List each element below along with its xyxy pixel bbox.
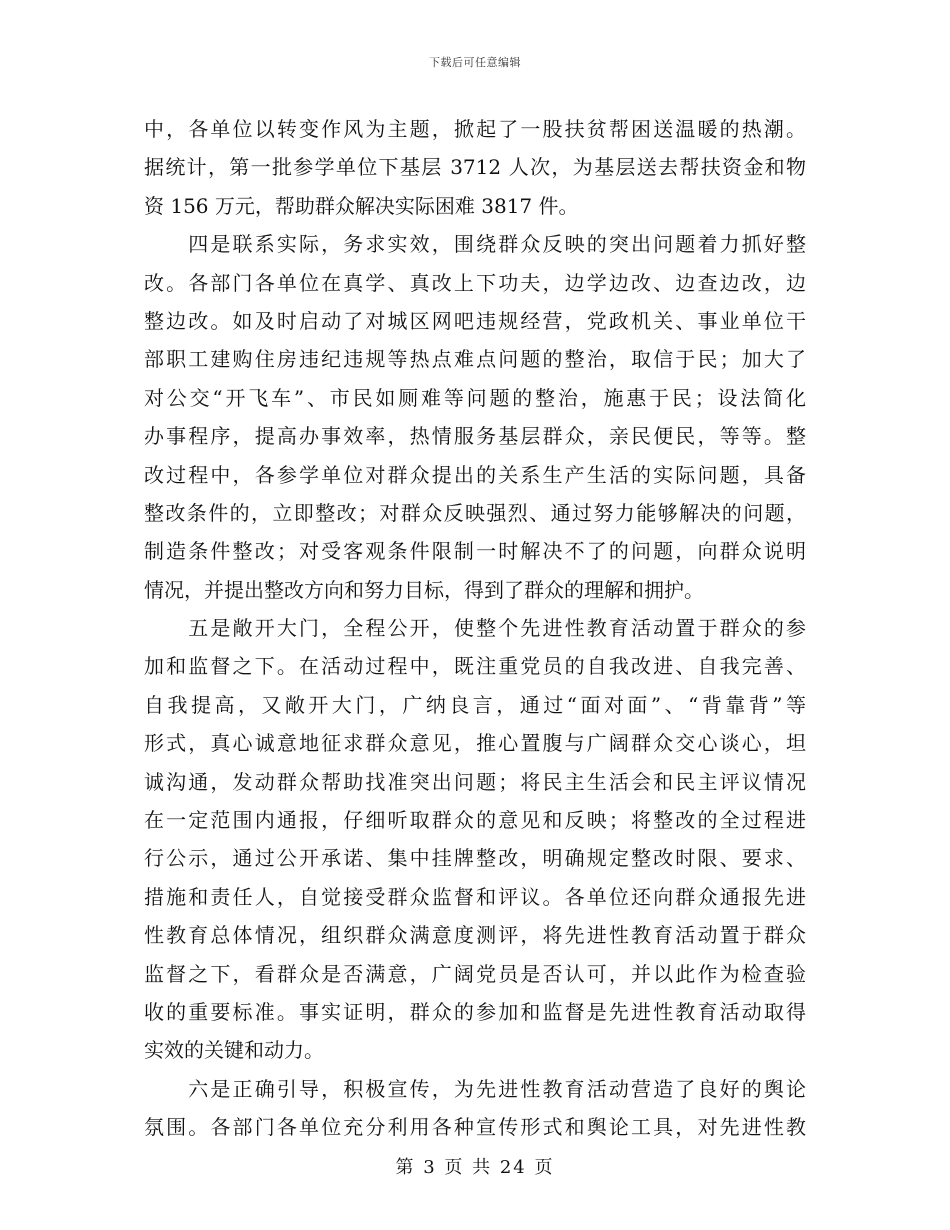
text-line: 改过程中，各参学单位对群众提出的关系生产生活的实际问题，具备 [144,462,806,487]
text-line: 情况，并提出整改方向和努力目标，得到了群众的理解和拥护。 [144,577,704,602]
text-line: 收的重要标准。事实证明，群众的参加和监督是先进性教育活动取得 [144,999,806,1024]
text-line: 诚沟通，发动群众帮助找准突出问题；将民主生活会和民主评议情况 [144,769,806,794]
text-line: 措施和责任人，自觉接受群众监督和评议。各单位还向群众通报先进 [144,884,806,909]
text-line: 四是联系实际，务求实效，围绕群众反映的突出问题着力抓好整 [144,232,806,257]
text-line: 对公交“开飞车”、市民如厕难等问题的整治，施惠于民；设法简化 [144,385,806,410]
text-line: 整边改。如及时启动了对城区网吧违规经营，党政机关、事业单位干 [144,308,806,333]
text-line: 实效的关键和动力。 [144,1038,324,1063]
text-line: 据统计，第一批参学单位下基层 3712 人次，为基层送去帮扶资金和物 [144,155,806,180]
text-line: 加和监督之下。在活动过程中，既注重党员的自我改进、自我完善、 [144,654,806,679]
text-line: 制造条件整改；对受客观条件限制一时解决不了的问题，向群众说明 [144,539,806,564]
text-line: 资 156 万元，帮助群众解决实际困难 3817 件。 [144,193,579,218]
body-text [144,110,806,1147]
text-line: 六是正确引导，积极宣传，为先进性教育活动营造了良好的舆论 [144,1076,806,1101]
text-line: 改。各部门各单位在真学、真改上下功夫，边学边改、边查边改，边 [144,270,806,295]
text-line: 五是敞开大门，全程公开，使整个先进性教育活动置于群众的参 [144,616,806,641]
text-line: 自我提高，又敞开大门，广纳良言，通过“面对面”、“背靠背”等 [144,692,806,717]
text-line: 行公示，通过公开承诺、集中挂牌整改，明确规定整改时限、要求、 [144,846,806,871]
text-line: 部职工建购住房违纪违规等热点难点问题的整治，取信于民；加大了 [144,347,806,372]
text-line: 形式，真心诚意地征求群众意见，推心置腹与广阔群众交心谈心，坦 [144,731,806,756]
page-header: 下载后可任意编辑 [429,56,521,69]
page-footer: 第 3 页 共 24 页 [395,1157,555,1178]
text-line: 性教育总体情况，组织群众满意度测评，将先进性教育活动置于群众 [144,923,806,948]
text-line: 在一定范围内通报，仔细听取群众的意见和反映；将整改的全过程进 [144,808,806,833]
text-line: 办事程序，提高办事效率，热情服务基层群众，亲民便民，等等。整 [144,424,806,449]
text-line: 中，各单位以转变作风为主题，掀起了一股扶贫帮困送温暖的热潮。 [144,117,806,141]
text-line: 氛围。各部门各单位充分利用各种宣传形式和舆论工具，对先进性教 [144,1115,806,1140]
text-line: 整改条件的，立即整改；对群众反映强烈、通过努力能够解决的问题， [144,500,806,525]
text-line: 监督之下，看群众是否满意，广阔党员是否认可，并以此作为检查验 [144,961,806,986]
